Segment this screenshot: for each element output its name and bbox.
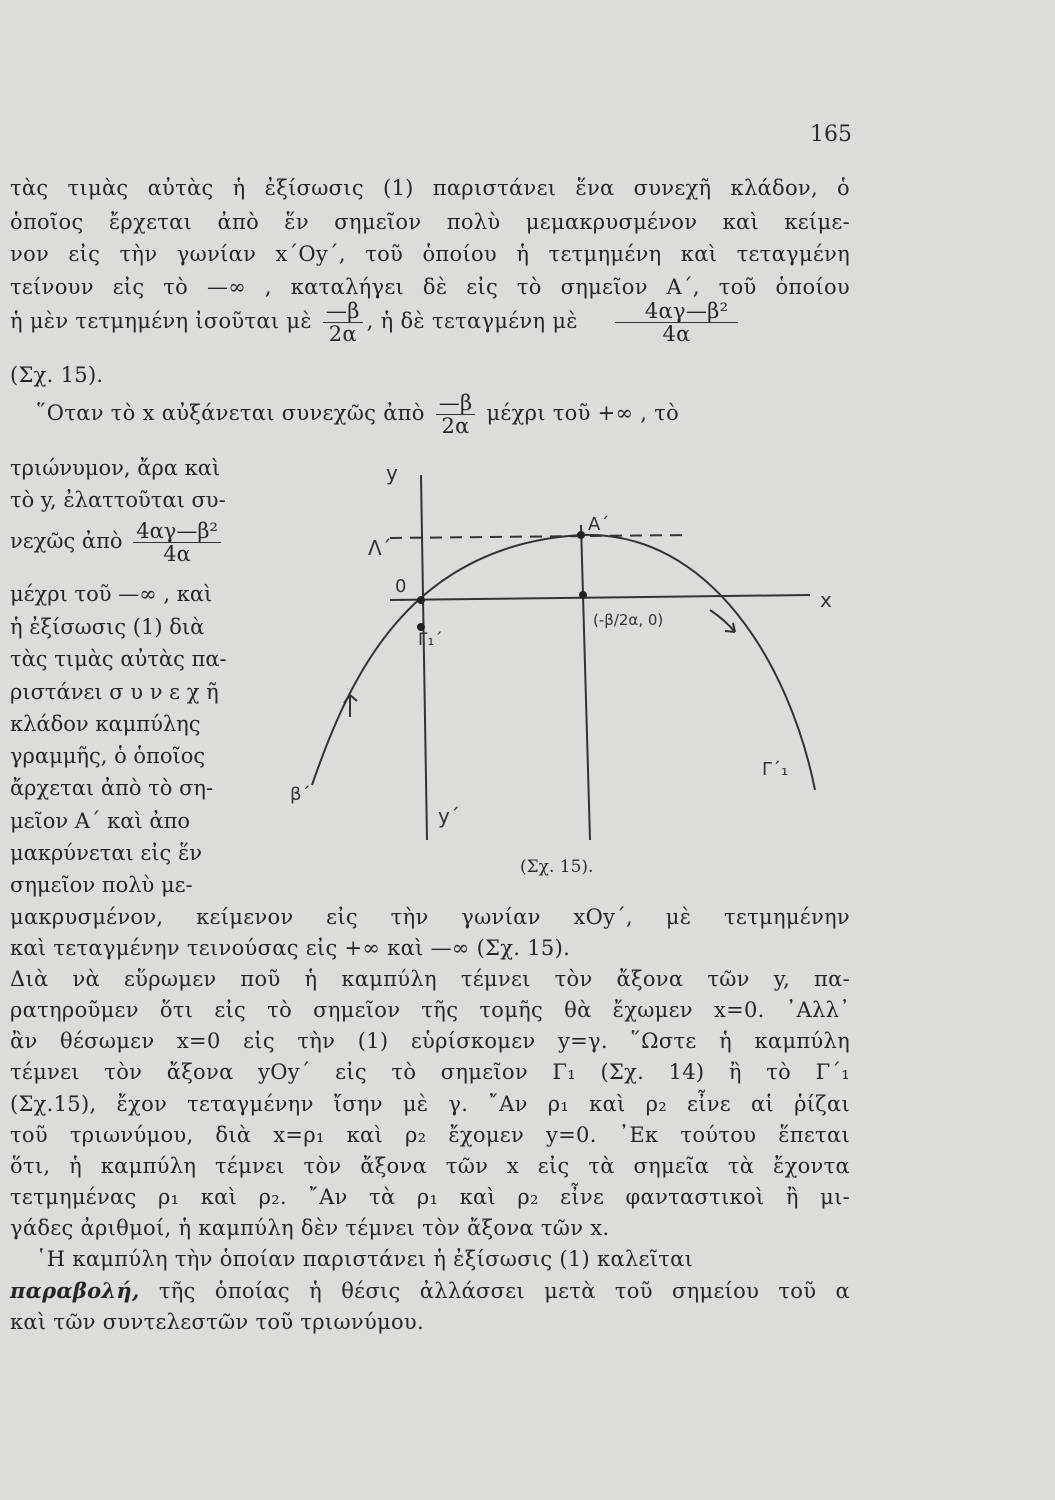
figure-caption: (Σχ. 15). bbox=[520, 857, 594, 877]
side-text-line: μεῖον Α΄ καὶ ἀπο bbox=[10, 809, 191, 833]
vertex-foot-point bbox=[579, 591, 587, 599]
fraction bbox=[615, 300, 738, 345]
vertex-vertical-line bbox=[581, 525, 590, 840]
text-line: τοῦ τριωνύμου, διὰ x=ρ₁ καὶ ρ₂ ἔχομεν y=0. ᾿Εκ τούτου ἕπεται bbox=[10, 1123, 850, 1147]
text-segment: νεχῶς ἀπὸ bbox=[10, 529, 123, 553]
arrow-icon bbox=[710, 610, 735, 632]
text-line: καὶ τῶν συντελεστῶν τοῦ τριωνύμου. bbox=[10, 1310, 424, 1334]
gamma1-right-label: Γ΄₁ bbox=[762, 759, 789, 780]
parabola-curve bbox=[312, 535, 815, 790]
text-line: ρατηροῦμεν ὅτι εἰς τὸ σημεῖον τῆς τομῆς θὰ ἔχωμεν x=0. ᾿Αλλ᾿ bbox=[10, 998, 850, 1022]
side-text-line: τριώνυμον, ἄρα καὶ bbox=[10, 456, 221, 480]
y-prime-label: y΄ bbox=[438, 804, 460, 828]
side-text-line: μέχρι τοῦ —∞ , καὶ bbox=[10, 582, 213, 606]
x-axis-label: x bbox=[820, 588, 832, 612]
side-text-line: ριστάνει σ υ ν ε χ ῆ bbox=[10, 680, 219, 704]
x-axis bbox=[390, 595, 810, 600]
a-prime-top-label: A΄ bbox=[588, 514, 610, 535]
fraction-denominator: 4α bbox=[662, 322, 691, 346]
text-segment: ἡ μὲν τετμημένη ἰσοῦται μὲ bbox=[10, 309, 312, 333]
vertex-foot-label: (-β/2α, 0) bbox=[593, 611, 664, 629]
parabola-figure bbox=[290, 455, 850, 855]
text-segment: μέχρι τοῦ +∞ , τὸ bbox=[486, 401, 680, 425]
side-text-line: τὸ y, ἐλαττοῦται συ- bbox=[10, 488, 226, 512]
text-line: τετμημένας ρ₁ καὶ ρ₂. ῎Αν τὰ ρ₁ καὶ ρ₂ εἶνε φανταστικοὶ ἢ μι- bbox=[10, 1185, 850, 1209]
vertex-dashed-line bbox=[390, 535, 690, 538]
fraction bbox=[436, 392, 476, 437]
fraction-numerator: 4αγ—β² bbox=[615, 300, 738, 323]
side-text-line: ἄρχεται ἀπὸ τὸ ση- bbox=[10, 776, 214, 800]
arrow-icon bbox=[344, 695, 357, 717]
vertex-point bbox=[577, 531, 585, 539]
text-line-with-fraction bbox=[36, 392, 679, 437]
fraction-numerator: —β bbox=[323, 300, 363, 323]
text-line-with-fractions bbox=[10, 300, 742, 345]
text-segment: τῆς ὁποίας ἡ θέσις ἀλλάσσει μετὰ τοῦ σημείου τοῦ α bbox=[139, 1279, 850, 1303]
page-number: 165 bbox=[810, 122, 852, 147]
side-text-line: γραμμῆς, ὁ ὁποῖος bbox=[10, 744, 206, 768]
fraction-numerator: 4αγ—β² bbox=[133, 520, 221, 543]
side-text-with-fraction bbox=[10, 520, 225, 565]
term-parabola: παραβολή, bbox=[10, 1278, 140, 1303]
text-line: τέμνει τὸν ἄξονα yOy΄ εἰς τὸ σημεῖον Γ₁ (Σχ. 14) ἢ τὸ Γ΄₁ bbox=[10, 1060, 850, 1084]
gamma1-label: Γ₁΄ bbox=[418, 630, 443, 650]
text-line: ῾Η καμπύλη τὴν ὁποίαν παριστάνει ἡ ἐξίσωσις (1) καλεῖται bbox=[36, 1247, 694, 1271]
side-text-line: σημεῖον πολὺ με- bbox=[10, 873, 193, 897]
y-axis bbox=[421, 475, 427, 840]
fraction-numerator: —β bbox=[436, 392, 476, 415]
text-line: καὶ τεταγμένην τεινούσας εἰς +∞ καὶ —∞ (Σχ. 15). bbox=[10, 936, 571, 960]
text-segment: , ἡ δὲ τεταγμένη μὲ bbox=[366, 309, 578, 333]
side-text-line: τὰς τιμὰς αὐτὰς πα- bbox=[10, 647, 227, 671]
side-text-line: κλάδον καμπύλης bbox=[10, 712, 201, 736]
side-text-line: ἡ ἐξίσωσις (1) διὰ bbox=[10, 615, 205, 639]
origin-point bbox=[417, 596, 425, 604]
text-line: ὁποῖος ἔρχεται ἀπὸ ἕν σημεῖον πολὺ μεμακρυσμένον καὶ κείμε- bbox=[10, 210, 850, 234]
fraction-denominator: 2α bbox=[328, 322, 357, 346]
fraction bbox=[133, 520, 221, 565]
text-line: μακρυσμένον, κείμενον εἰς τὴν γωνίαν xOy΄, μὲ τετμημένην bbox=[10, 905, 850, 929]
fraction-denominator: 4α bbox=[163, 542, 191, 566]
fraction-denominator: 2α bbox=[441, 414, 470, 438]
text-line: γάδες ἀριθμοί, ἡ καμπύλη δὲν τέμνει τὸν ἄξονα τῶν x. bbox=[10, 1216, 610, 1240]
y-axis-label: y bbox=[386, 461, 398, 485]
side-text-line: μακρύνεται εἰς ἕν bbox=[10, 841, 203, 865]
beta-prime-label: β΄ bbox=[290, 784, 311, 805]
text-line: ὅτι, ἡ καμπύλη τέμνει τὸν ἄξονα τῶν x εἰς τὰ σημεῖα τὰ ἔχοντα bbox=[10, 1154, 850, 1178]
text-line: Διὰ νὰ εὕρωμεν ποῦ ἡ καμπύλη τέμνει τὸν ἄξονα τῶν y, πα- bbox=[10, 967, 850, 991]
text-line: (Σχ.15), ἔχον τεταγμένην ἴσην μὲ γ. ῎Αν ρ₁ καὶ ρ₂ εἶνε αἱ ῥίζαι bbox=[10, 1092, 850, 1116]
a-prime-left-label: Λ΄ bbox=[368, 536, 392, 560]
text-line: νον εἰς τὴν γωνίαν x΄Oy΄, τοῦ ὁποίου ἡ τετμημένη καὶ τεταγμένη bbox=[10, 242, 850, 266]
text-line: τὰς τιμὰς αὐτὰς ἡ ἐξίσωσις (1) παριστάνει ἕνα συνεχῆ κλάδον, ὁ bbox=[10, 176, 850, 200]
text-line-emphasis bbox=[10, 1278, 850, 1303]
text-line: (Σχ. 15). bbox=[10, 363, 104, 387]
text-segment: ῞Οταν τὸ x αὐξάνεται συνεχῶς ἀπὸ bbox=[36, 401, 425, 425]
text-line: ἂν θέσωμεν x=0 εἰς τὴν (1) εὑρίσκομεν y=γ. ῞Ωστε ἡ καμπύλη bbox=[10, 1029, 850, 1053]
fraction bbox=[323, 300, 363, 345]
text-line: τείνουν εἰς τὸ —∞ , καταλήγει δὲ εἰς τὸ σημεῖον Α΄, τοῦ ὁποίου bbox=[10, 275, 850, 299]
origin-label: 0 bbox=[395, 576, 407, 597]
